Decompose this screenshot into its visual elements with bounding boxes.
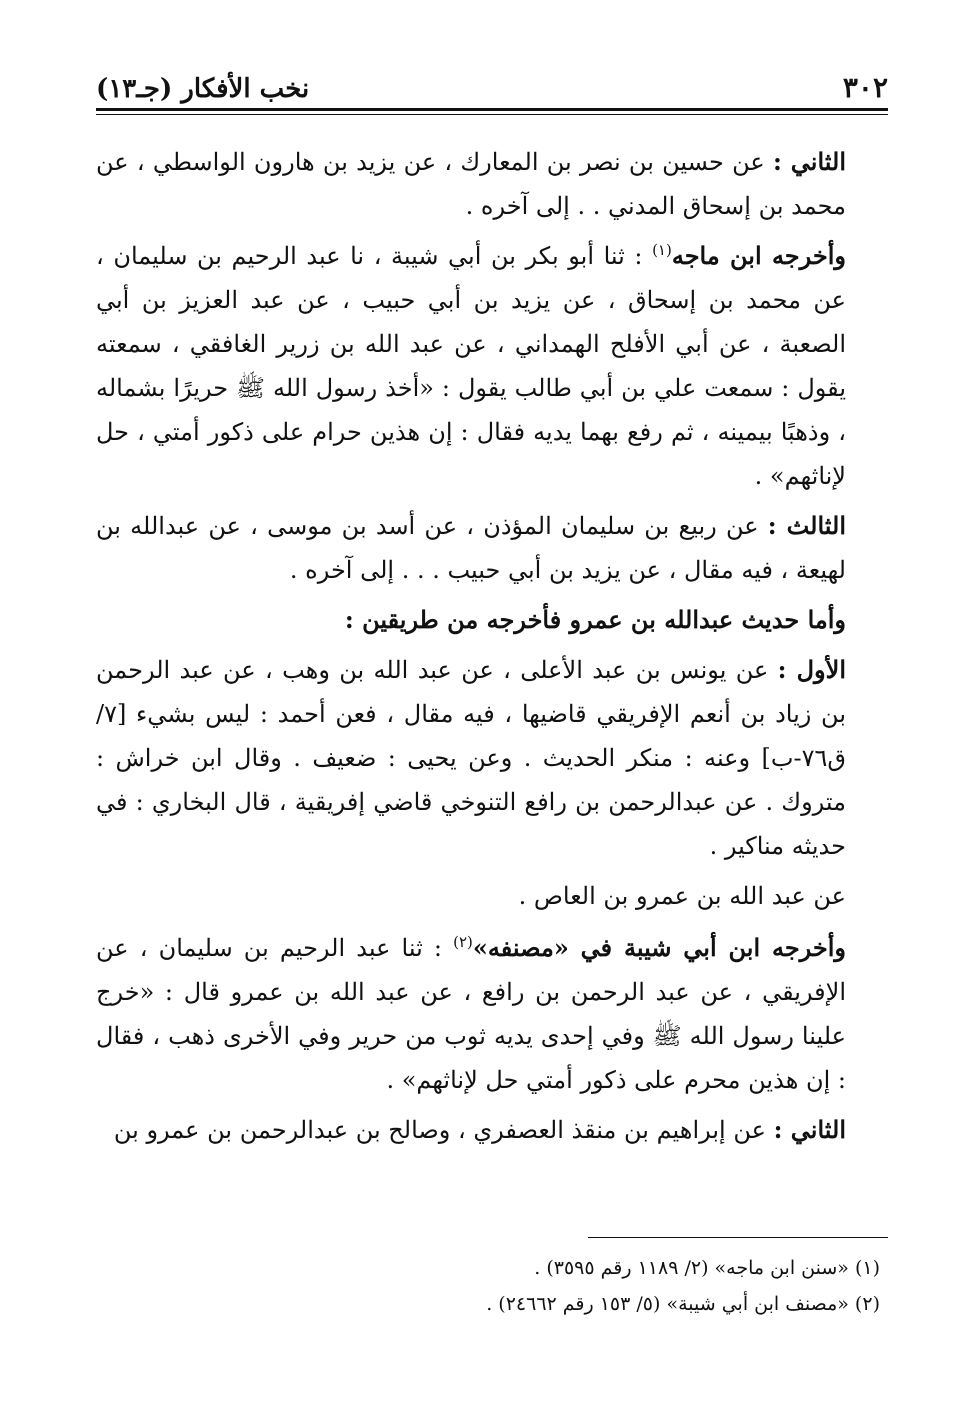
paragraph-lead: وأخرجه ابن ماجه [671,241,846,270]
paragraph-text: : ثنا عبد الرحيم بن سليمان ، عن الإفريقي ، عن عبد الرحمن بن رافع ، عن عبد الله بن عمرو قال : «خرج علينا رسول الله ﷺ وفي إحدى يديه ثوب من حرير وفي الأخرى ذهب ، فقال : إن هذين محرم على ذكور أمتي حل لإناثهم» . [96,934,846,1094]
paragraph-second-chain-b [96,1108,888,1152]
header-rule-thin [96,114,888,115]
paragraph-ibn-abi-shaybah [96,926,888,1102]
paragraph-text: عن يونس بن عبد الأعلى ، عن عبد الله بن وهب ، عن عبد الرحمن بن زياد بن أنعم الإفريقي قاضيها ، فيه مقال ، فعن أحمد : ليس بشيء [٧/ ق٧٦-ب] وعنه : منكر الحديث . وعن يحيى : ضعيف . وقال ابن خراش : متروك . عن عبدالرحمن بن رافع التنوخي قاضي إفريقية ، قال البخاري : في حديثه مناكير . [96,656,846,860]
header-rule-thick [96,108,888,111]
main-text [96,140,888,1158]
footnote-1: (١) «سنن ابن ماجه» (٢/ ١١٨٩ رقم ٣٥٩٥) . [534,1257,880,1279]
footnote-separator [588,1237,888,1238]
paragraph-third-chain [96,504,888,592]
paragraph-text: عن ربيع بن سليمان المؤذن ، عن أسد بن موسى ، عن عبدالله بن لهيعة ، فيه مقال ، عن يزيد بن أبي حبيب . . . إلى آخره . [96,512,846,584]
book-title: نخب الأفكار (جـ١٣) [96,74,310,104]
paragraph-text: عن حسين بن نصر بن المعارك ، عن يزيد بن هارون الواسطي ، عن محمد بن إسحاق المدني . . إلى آخره . [96,148,846,220]
paragraph-lead: الثاني : [773,1115,846,1144]
paragraph-text: عن إبراهيم بن منقذ العصفري ، وصالح بن عبدالرحمن بن عمرو بن [113,1116,774,1144]
paragraph-lead: وأخرجه ابن أبي شيبة في «مصنفه» [472,933,847,962]
footnotes [96,1250,880,1322]
paragraph-lead: الثالث : [767,511,846,540]
page-number: ٣٠٢ [842,71,888,104]
footnote-2: (٢) «مصنف ابن أبي شيبة» (٥/ ١٥٣ رقم ٢٤٦٦٢) . [486,1293,880,1315]
paragraph-continuation: عن عبد الله بن عمرو بن العاص . [518,882,846,910]
paragraph-lead: الأول : [777,655,846,684]
section-heading: وأما حديث عبدالله بن عمرو فأخرجه من طريقين : [344,605,846,634]
page-header [96,64,888,104]
footnote-ref-2: (٢) [453,933,473,951]
paragraph-first-chain [96,648,888,868]
paragraph-text: : ثنا أبو بكر بن أبي شيبة ، نا عبد الرحيم بن سليمان ، عن محمد بن إسحاق ، عن يزيد بن أبي حبيب ، عن عبد العزيز بن أبي الصعبة ، عن أبي الأفلح الهمداني ، عن عبد الله بن زرير الغافقي ، سمعته يقول : سمعت علي بن أبي طالب يقول : «أخذ رسول الله ﷺ حريرًا بشماله ، وذهبًا بيمينه ، ثم رفع بهما يديه فقال : إن هذين حرام على ذكور أمتي ، حل لإناثهم» . [96,242,846,490]
paragraph-lead: الثاني : [772,147,847,176]
paragraph-ibn-majah [96,234,888,498]
footnote-ref-1: (١) [652,241,672,259]
paragraph-second-chain [96,140,888,228]
